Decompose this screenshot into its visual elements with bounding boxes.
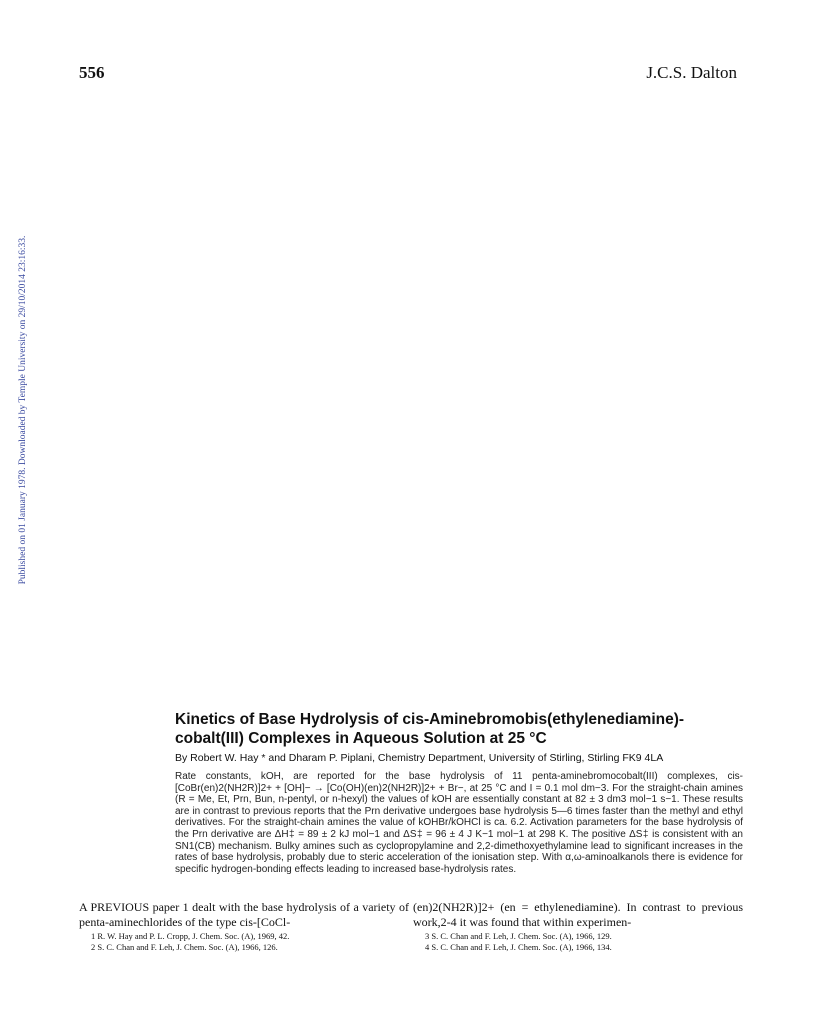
footnote-item: 3 S. C. Chan and F. Leh, J. Chem. Soc. (A), 1966, 129.	[425, 931, 612, 941]
article-authors: By Robert W. Hay * and Dharam P. Piplani, Chemistry Department, University of Stirling, Stirling FK9 4LA	[175, 752, 664, 764]
sidebar-text[interactable]: Published on 01 January 1978. Downloaded by Temple University on 29/10/2014 23:16:33.	[18, 235, 28, 585]
body-column-left	[79, 900, 409, 953]
body-column-right	[413, 900, 743, 953]
footnote-item: 4 S. C. Chan and F. Leh, J. Chem. Soc. (A), 1966, 134.	[425, 942, 612, 952]
page-number: 556	[79, 63, 105, 82]
body-paragraph-left	[79, 900, 409, 929]
article-title: Kinetics of Base Hydrolysis of cis-Aminebromobis(ethylenediamine)-cobalt(III) Complexes in Aqueous Solution at 25 °C	[175, 711, 685, 747]
article-abstract: Rate constants, kOH, are reported for the base hydrolysis of 11 penta-aminebromocobalt(III) complexes, cis-[CoBr(en)2(NH2R)]2+ + [OH]− → [Co(OH)(en)2(NH2R)]2+ + Br−, at 25 °C and I = 0.1 mol dm−3. For the straight-chain amines (R = Me, Et, Prn, Bun, n-pentyl, or n-hexyl) the values of kOH are essentially constant at 82 ± 3 dm3 mol−1 s−1. These results are in contrast to previous reports that the Prn derivative undergoes base hydrolysis 5—6 times faster than the methyl and ethyl derivatives. For the straight-chain amines the value of kOHBr/kOHCl is ca. 6.2. Activation parameters for the base hydrolysis of the Prn derivative are ΔH‡ = 89 ± 2 kJ mol−1 and ΔS‡ = 96 ± 4 J K−1 mol−1 at 298 K. The positive ΔS‡ is consistent with an SN1(CB) mechanism. Bulky amines such as cyclopropylamine and 2,2-dimethoxyethylamine lead to significant increases in the rates of base hydrolysis, probably due to steric acceleration of the ionisation step. With α,ω-aminoalkanols there is evidence for specific hydrogen-bonding effects leading to increased base-hydrolysis rates.	[175, 771, 743, 875]
footnote-item: 1 R. W. Hay and P. L. Cropp, J. Chem. Soc. (A), 1969, 42.	[91, 931, 290, 941]
footnotes-left	[79, 931, 409, 953]
body-text-left: paper 1 dealt with the base hydrolysis of a variety of penta-aminechlorides of the type cis-[CoCl-	[79, 900, 409, 929]
footnote-item: 2 S. C. Chan and F. Leh, J. Chem. Soc. (A), 1966, 126.	[91, 942, 278, 952]
body-text-right: (en)2(NH2R)]2+ (en = ethylenediamine). In contrast to previous work,2-4 it was found that within experimen-	[413, 900, 743, 929]
journal-name: J.C.S. Dalton	[646, 63, 737, 82]
lead-in: A PREVIOUS	[79, 900, 150, 914]
footnotes-right	[413, 931, 743, 953]
publication-sidebar[interactable]	[18, 235, 38, 585]
